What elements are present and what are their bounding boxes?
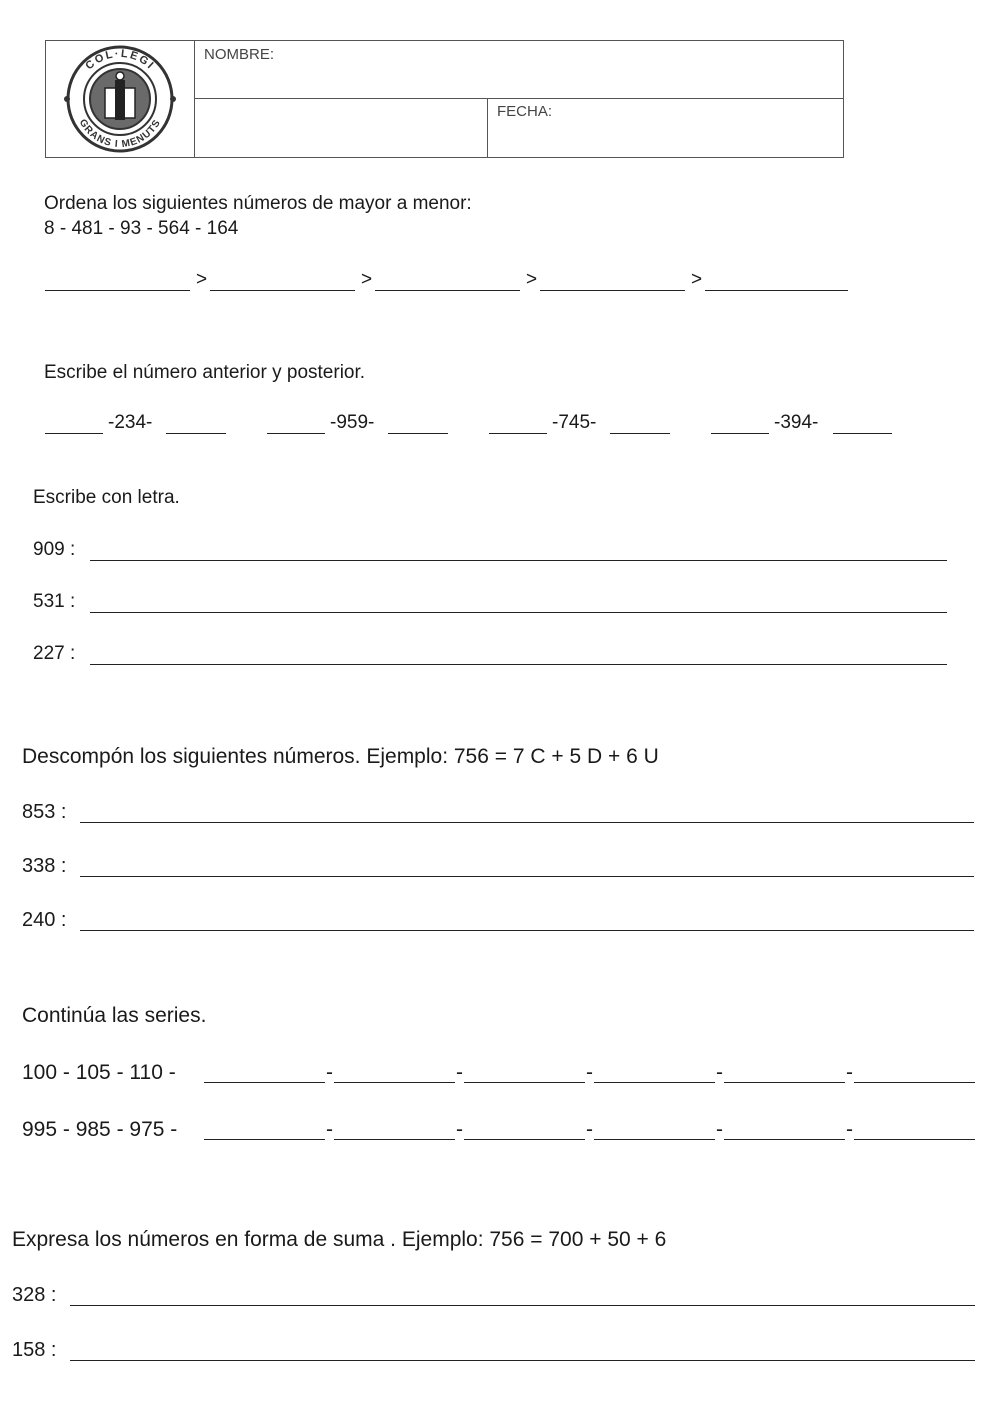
greater-than-sign: > (691, 269, 703, 290)
header-divider (194, 98, 844, 99)
series2-blank-6[interactable] (854, 1117, 975, 1140)
ex4-answer-2[interactable] (80, 854, 974, 877)
series2-blank-3[interactable] (464, 1117, 585, 1140)
series2-blank-2[interactable] (334, 1117, 455, 1140)
series-dash: - (586, 1118, 593, 1141)
ex2-after-4[interactable] (833, 411, 892, 434)
ex6-label: 158 : (12, 1339, 57, 1361)
greater-than-sign: > (196, 269, 208, 290)
series2-blank-4[interactable] (594, 1117, 715, 1140)
ex1-instruction: Ordena los siguientes números de mayor a menor: (44, 193, 472, 214)
ex3-answer-1[interactable] (90, 538, 947, 561)
series-start: 100 - 105 - 110 - (22, 1061, 176, 1084)
greater-than-sign: > (526, 269, 538, 290)
ex6-instruction: Expresa los números en forma de suma . Ejemplo: 756 = 700 + 50 + 6 (12, 1228, 667, 1251)
ex3-instruction: Escribe con letra. (33, 487, 180, 508)
ex2-before-1[interactable] (45, 411, 103, 434)
ex1-answer-4[interactable] (540, 268, 685, 291)
ex2-before-3[interactable] (489, 411, 547, 434)
ex2-number: -959- (330, 412, 375, 433)
ex4-label: 240 : (22, 909, 67, 931)
header-divider-vertical (487, 98, 488, 158)
ex4-answer-3[interactable] (80, 908, 974, 931)
series-dash: - (456, 1061, 463, 1084)
ex4-label: 853 : (22, 801, 67, 823)
nombre-input[interactable] (290, 60, 830, 82)
ex3-answer-3[interactable] (90, 642, 947, 665)
series-dash: - (326, 1118, 333, 1141)
series1-blank-6[interactable] (854, 1060, 975, 1083)
series-dash: - (846, 1061, 853, 1084)
ex2-after-3[interactable] (610, 411, 670, 434)
fecha-input[interactable] (565, 120, 830, 142)
school-logo-icon (45, 40, 195, 158)
ex1-numbers: 8 - 481 - 93 - 564 - 164 (44, 218, 239, 239)
ex2-after-2[interactable] (388, 411, 448, 434)
series-dash: - (716, 1118, 723, 1141)
series1-blank-5[interactable] (724, 1060, 845, 1083)
ex2-after-1[interactable] (166, 411, 226, 434)
ex6-answer-1[interactable] (70, 1283, 975, 1306)
ex4-label: 338 : (22, 855, 67, 877)
series1-blank-4[interactable] (594, 1060, 715, 1083)
series2-blank-1[interactable] (204, 1117, 325, 1140)
series1-blank-3[interactable] (464, 1060, 585, 1083)
svg-text:COL·LEGI: COL·LEGI (83, 47, 157, 73)
svg-text:GRANS I MENUTS: GRANS I MENUTS (76, 117, 164, 151)
nombre-label: NOMBRE: (204, 46, 275, 63)
series-dash: - (846, 1118, 853, 1141)
ex4-instruction: Descompón los siguientes números. Ejemplo: 756 = 7 C + 5 D + 6 U (22, 745, 659, 768)
series-dash: - (586, 1061, 593, 1084)
logo-cell (45, 40, 195, 158)
ex1-answer-5[interactable] (705, 268, 848, 291)
ex6-answer-2[interactable] (70, 1338, 975, 1361)
ex2-number: -394- (774, 412, 819, 433)
ex6-label: 328 : (12, 1284, 57, 1306)
ex2-number: -745- (552, 412, 597, 433)
ex3-label: 531 : (33, 591, 76, 612)
ex3-label: 909 : (33, 539, 76, 560)
ex1-answer-2[interactable] (210, 268, 355, 291)
ex1-answer-1[interactable] (45, 268, 190, 291)
ex1-answer-3[interactable] (375, 268, 520, 291)
fecha-label: FECHA: (497, 103, 553, 120)
series-start: 995 - 985 - 975 - (22, 1118, 178, 1141)
ex2-before-2[interactable] (267, 411, 325, 434)
series-dash: - (716, 1061, 723, 1084)
ex5-instruction: Continúa las series. (22, 1004, 207, 1027)
ex2-instruction: Escribe el número anterior y posterior. (44, 362, 366, 383)
ex2-number: -234- (108, 412, 153, 433)
ex2-before-4[interactable] (711, 411, 769, 434)
ex3-label: 227 : (33, 643, 76, 664)
series2-blank-5[interactable] (724, 1117, 845, 1140)
series1-blank-1[interactable] (204, 1060, 325, 1083)
series-dash: - (326, 1061, 333, 1084)
ex3-answer-2[interactable] (90, 590, 947, 613)
greater-than-sign: > (361, 269, 373, 290)
series1-blank-2[interactable] (334, 1060, 455, 1083)
ex4-answer-1[interactable] (80, 800, 974, 823)
series-dash: - (456, 1118, 463, 1141)
